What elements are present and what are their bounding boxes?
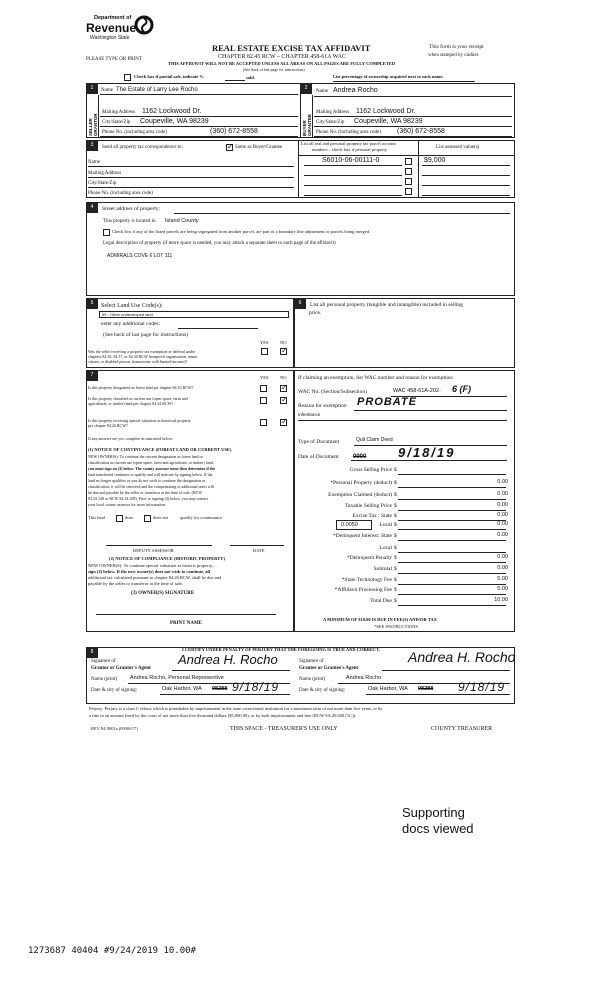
revenue-swirl-icon — [134, 14, 154, 36]
qualify-label: qualify for continuance. — [180, 515, 224, 520]
notice1-line: your local county assessor for more information. — [88, 502, 166, 507]
form-title: REAL ESTATE EXCISE TAX AFFIDAVIT — [212, 43, 371, 53]
tax-row-value[interactable]: 0.00 — [497, 491, 508, 497]
tax-row-prefix: $ — [394, 533, 397, 539]
tax-row-label: *Affidavit Processing Fee — [334, 587, 392, 593]
land-use-label: Select Land Use Code(s): — [101, 303, 163, 309]
personal-property-label-2: price. — [309, 310, 322, 316]
land-use-code: 99 - Other undeveloped land — [102, 312, 153, 317]
section-4-box — [86, 202, 515, 296]
tax-row-prefix: $ — [394, 522, 397, 528]
notice1-line: land no longer qualifies or you do not wish to continue the designation or — [88, 478, 206, 483]
tax-row-value[interactable]: 5.00 — [497, 586, 508, 592]
assessed-value[interactable]: $9,000 — [424, 157, 446, 164]
tax-row-prefix: $ — [394, 545, 397, 551]
section-8-tab: 8 — [86, 647, 98, 658]
recording-stamp: 1273687 40404 #9/24/2019 10.00# — [28, 946, 196, 956]
tax-row-value[interactable]: 0.00 — [497, 565, 508, 571]
grantee-sig-label-2: Grantee or Grantee's Agent — [299, 666, 359, 671]
tax-row-prefix: $ — [394, 577, 397, 583]
grantee-sig-label-1: Signature of — [299, 659, 324, 664]
tax-row-label: Gross Selling Price — [349, 467, 392, 473]
notice1-line: NEW OWNER(S): To continue the current designation as forest land or — [88, 454, 203, 459]
tax-row-value[interactable]: 5.00 — [497, 576, 508, 582]
section-7-tab: 7 — [86, 370, 98, 381]
tax-row-value[interactable]: 0.00 — [497, 479, 508, 485]
doc-type[interactable]: Quit Claim Deed — [356, 437, 393, 443]
s3-phone-label: Phone No. (including area code) — [88, 191, 153, 196]
tax-row-prefix: $ — [394, 467, 397, 473]
county[interactable]: Island County — [165, 218, 199, 224]
segregated-label: Check box if any of the listed parcels are being segregated from another parcel, are part of a boundary line adjustment or parcels being merged. — [112, 229, 371, 234]
forest-yes-checkbox[interactable] — [260, 385, 267, 392]
buyer-phone-label: Phone No. (including area code) — [316, 130, 381, 135]
current-use-yes-checkbox[interactable] — [260, 397, 267, 404]
tax-row-prefix: $ — [394, 598, 397, 604]
s5-see-back: (See back of last page for instructions) — [103, 332, 188, 338]
does-qualify-checkbox[interactable] — [116, 515, 123, 522]
grantor-sig-label-1: Signature of — [91, 659, 116, 664]
exempt-q-line3: citizen, or disabled person, homeowner with limited income)? — [88, 359, 188, 364]
doc-type-label: Type of Document — [298, 439, 340, 445]
seller-name[interactable]: The Estate of Larry Lee Rocho — [116, 87, 198, 93]
tax-row-label: *Delinquent Penalty — [346, 555, 392, 561]
tax-row-prefix: $ — [394, 480, 397, 486]
current-use-q-1: Is this property classified as current use (open space, farm and — [88, 396, 188, 401]
wac-handwritten[interactable]: 6 (F) — [452, 384, 471, 394]
buyer-city[interactable]: Coupeville, WA 98239 — [354, 118, 423, 125]
grantee-sign-date[interactable]: 9/18/19 — [458, 680, 506, 694]
grantee-signature[interactable]: Andrea H. Rocho — [408, 649, 516, 665]
please-type: PLEASE TYPE OR PRINT — [86, 57, 142, 62]
tax-row-label: *Delinquent Interest: State — [333, 533, 392, 539]
seller-addr-label: Mailing Address — [102, 110, 136, 115]
tax-row-label: Subtotal — [373, 566, 392, 572]
grantor-sign-date[interactable]: 9/18/19 — [232, 680, 280, 694]
notice1-line: be due and payable by the seller or transferor at the time of sale. (RCW — [88, 490, 203, 495]
grantee-date-label: Date & city of signing: — [299, 688, 346, 693]
notice2-line: additional tax calculated pursuant to chapter 84.26 RCW, shall be due and — [88, 575, 222, 580]
print-name-label: PRINT NAME — [170, 621, 202, 626]
tax-row-prefix: $ — [394, 513, 397, 519]
notice2-line: payable by the seller or transferor at the time of sale. — [88, 581, 183, 586]
tax-row-label: Local — [379, 522, 392, 528]
doc-date-label: Date of Document — [298, 454, 339, 460]
current-use-no-checkbox[interactable] — [280, 397, 287, 404]
grantor-date-label: Date & city of signing: — [91, 688, 138, 693]
historic-yes-checkbox[interactable] — [260, 419, 267, 426]
tax-row-label: Taxable Selling Price — [345, 503, 392, 509]
section-3-tab: 3 — [86, 140, 98, 151]
if-yes-note: If any answers are yes, complete as instructed below. — [88, 436, 173, 441]
s7-yes-header: YES — [260, 375, 269, 380]
wac-label: WAC No. (Section/Subsection) — [298, 389, 367, 395]
logo-dept-line2: Revenue — [86, 21, 137, 35]
buyer-addr-label: Mailing Address — [316, 110, 350, 115]
s3-city-label: City/State/Zip — [88, 181, 117, 186]
doc-date-struck: 0000 — [353, 454, 367, 460]
grantor-struck-code: 98288 — [212, 686, 228, 692]
tax-row-value[interactable]: 0.00 — [497, 532, 508, 538]
buyer-name[interactable]: Andrea Rocho — [333, 87, 378, 94]
s3-addr-label: Mailing Address — [88, 171, 122, 176]
notice-continuance-title: (1) NOTICE OF CONTINUANCE (FOREST LAND OR CURRENT USE) — [88, 447, 232, 452]
grantor-sig-label-2: Grantor or Grantor's Agent — [91, 666, 151, 671]
logo-dept-line3: Washington State — [90, 35, 130, 41]
tax-row-prefix: $ — [394, 587, 397, 593]
notice1-line: 84.33.140 or RCW 84.34.108). Prior to signing (3) below, you may contact — [88, 496, 209, 501]
seller-name-label: Name — [101, 88, 113, 93]
assessor-date-label: DATE — [253, 548, 265, 553]
seller-phone[interactable]: (360) 672-8558 — [210, 128, 258, 135]
form-warning: THIS AFFIDAVIT WILL NOT BE ACCEPTED UNLESS ALL AREAS ON ALL PAGES ARE FULLY COMPLETED — [168, 61, 396, 66]
land-use-code-select[interactable] — [99, 311, 289, 318]
grantee-city[interactable]: Oak Harbor, WA — [368, 686, 408, 692]
does-label: does — [125, 515, 134, 520]
partial-sale-checkbox[interactable] — [124, 74, 131, 81]
claiming-exemption-label: If claiming an exemption, list WAC number and reason for exemption: — [298, 375, 454, 381]
notice1-line: land transferred continues to qualify and will indicate by signing below. If the — [88, 472, 213, 477]
local-rate: 0.0050 — [341, 522, 358, 528]
this-land-label: This land — [88, 515, 105, 520]
perjury-line-2: a fine in an amount fixed by the court of not more than five thousand dollars ($5,000.00), or by both imprisonment and fine (RCW 9A.20.020 (1C)). — [89, 713, 357, 718]
buyer-city-label: City/State/Zip — [316, 120, 345, 125]
street-address-label: Street address of property: — [102, 206, 161, 212]
same-as-buyer-label: Same as Buyer/Grantee — [235, 145, 283, 150]
notice2-line: NEW OWNER(S): To continue special valuation as historic property, — [88, 563, 214, 568]
perjury-line-1: Perjury: Perjury is a class C felony which is punishable by imprisonment in the state correctional institution for a maximum term of not more than five years, or by — [89, 706, 383, 711]
same-as-buyer-checkbox[interactable] — [226, 144, 233, 151]
grantee-name-label: Name (print) — [299, 677, 325, 682]
parcel-2-personal-checkbox[interactable] — [405, 168, 412, 175]
see-back-note: (See back of last page for instructions) — [243, 67, 305, 72]
legal-description[interactable]: ADMIRALS COVE 6 LOT 111 — [107, 253, 173, 259]
treasurer-use-only: THIS SPACE - TREASURER'S USE ONLY — [230, 726, 338, 732]
exempt-q-line2: chapters 84.36, 84.37, or 84.38 RCW (nonprofit organization, senior — [88, 354, 198, 359]
tax-row-label: Local — [379, 545, 392, 551]
grantee-struck-code: 98288 — [418, 686, 434, 692]
section-1-tab: 1 — [86, 83, 98, 94]
form-chapter: CHAPTER 82.45 RCW – CHAPTER 458-61A WAC — [218, 54, 346, 60]
seller-phone-label: Phone No. (including area code) — [102, 130, 167, 135]
notice1-line: classification as current use (open space, farm and agriculture, or timber) land, — [88, 460, 214, 465]
reason-label: Reason for exemption — [298, 403, 347, 409]
s5-yes-header: YES — [260, 340, 269, 345]
section-6-box — [294, 298, 515, 368]
historic-no-checkbox[interactable] — [280, 419, 287, 426]
buyer-vertical-label: BUYER GRANTEE — [302, 113, 312, 136]
grantor-signature[interactable]: Andrea H. Rocho — [178, 652, 278, 667]
reason-handwritten[interactable]: PROBATE — [357, 396, 417, 408]
grantee-name[interactable]: Andrea Rocho — [346, 675, 382, 681]
tax-row-label: *Personal Property (deduct) — [330, 480, 392, 486]
tax-row-value[interactable]: 0.00 — [497, 521, 508, 527]
s5-no-header: NO — [280, 340, 287, 345]
s3-name-label: Name — [88, 160, 100, 165]
does-not-label: does not — [153, 515, 169, 520]
parcel-1-personal-checkbox[interactable] — [405, 158, 412, 165]
buyer-name-label: Name — [316, 89, 328, 94]
tax-row-label: *State Technology Fee — [341, 577, 392, 583]
section-5-tab: 5 — [86, 298, 98, 309]
forest-q: Is this property designated as forest land per chapter 84.33 RCW? — [88, 385, 194, 390]
tax-row-prefix: $ — [394, 492, 397, 498]
notice-compliance-title: (2) NOTICE OF COMPLIANCE (HISTORIC PROPERTY) — [109, 556, 225, 561]
legal-description-label: Legal description of property (if more space is needed, you may attach a separate sheet to each page of the affidavit) — [103, 241, 336, 246]
segregated-checkbox[interactable] — [103, 229, 110, 236]
tax-row-value[interactable]: 0.00 — [497, 554, 508, 560]
notice1-line: you must sign on (3) below. The county assessor must then determine if the — [88, 466, 216, 471]
notice1-line: classification, it will be removed and the compensating or additional taxes will — [88, 484, 214, 489]
reason-typed: Inheritance — [298, 412, 321, 417]
personal-property-label-1: List all personal property (tangible and intangible) included in selling — [310, 302, 463, 308]
owner-signature-label: (3) OWNER(S) SIGNATURE — [131, 591, 195, 596]
additional-codes-label: enter any additional codes: — [101, 321, 161, 327]
seller-city[interactable]: Coupeville, WA 98239 — [140, 118, 209, 125]
parcel-4-personal-checkbox[interactable] — [405, 188, 412, 195]
supporting-docs-line1: Supporting — [402, 805, 465, 820]
grantor-name-label: Name (print) — [91, 677, 117, 682]
tax-row-value[interactable]: 0.00 — [497, 502, 508, 508]
partial-sale-label: Check box if partial sale, indicate % — [134, 74, 204, 79]
parcel-header-2: numbers – check box if personal property — [312, 147, 387, 152]
exempt-no-checkbox[interactable] — [280, 348, 287, 355]
assessed-header: List assessed value(s) — [436, 145, 480, 150]
buyer-addr[interactable]: 1162 Lockwood Dr. — [356, 108, 416, 115]
sold-label: sold. — [246, 75, 255, 80]
current-use-q-2: agricultural, or timber) land per chapter 84.34 RCW? — [88, 401, 174, 406]
seller-vertical-label: SELLER GRANTOR — [88, 113, 98, 136]
seller-addr[interactable]: 1162 Lockwood Dr. — [142, 108, 202, 115]
doc-date-handwritten[interactable]: 9/18/19 — [398, 445, 456, 460]
grantor-city[interactable]: Oak Harbor, WA — [162, 686, 202, 692]
located-in-label: This property is located in — [103, 219, 156, 224]
supporting-docs-line2: docs viewed — [402, 821, 474, 836]
local-rate-box[interactable] — [336, 520, 372, 530]
section-2-tab: 2 — [300, 83, 312, 94]
tax-row-label: Total Due — [370, 598, 392, 604]
forest-no-checkbox[interactable] — [280, 385, 287, 392]
notice2-line: sign (3) below. If the new owner(s) does not wish to continue, all — [88, 569, 211, 574]
tax-row-prefix: $ — [394, 555, 397, 561]
deputy-assessor-label: DEPUTY ASSESSOR — [133, 548, 174, 553]
tax-row-value[interactable]: 0.00 — [497, 512, 508, 518]
parcel-header-1: List all real and personal property tax parcel account — [301, 141, 396, 146]
tax-row-label: Excise Tax : State — [352, 513, 392, 519]
seller-city-label: City/State/Zip — [102, 120, 131, 125]
send-correspondence-label: Send all property tax correspondence to: — [102, 145, 183, 150]
tax-row-value[interactable]: 10.00 — [494, 597, 508, 603]
logo-dept-line1: Department of — [94, 15, 132, 21]
see-instructions-note: *SEE INSTRUCTIONS — [374, 624, 418, 629]
receipt-line1: This form is your receipt — [429, 44, 484, 50]
exempt-q-line1: Was the seller receiving a property tax exemption or deferral under — [88, 349, 196, 354]
ownership-note: List percentage of ownership acquired next to each name. — [333, 74, 444, 79]
certify-statement: I CERTIFY UNDER PENALTY OF PERJURY THAT THE FOREGOING IS TRUE AND CORRECT. — [182, 647, 381, 652]
minimum-due-note: A MINIMUM OF $10.00 IS DUE IN FEE(S) AND/OR TAX — [323, 617, 437, 622]
historic-q-2: per chapter 84.26 RCW? — [88, 423, 128, 428]
form-revision: REV 84 0001a (09/06/17) — [91, 726, 138, 731]
county-treasurer-label: COUNTY TREASURER — [431, 726, 493, 732]
parcel-3-personal-checkbox[interactable] — [405, 178, 412, 185]
wac-number[interactable]: WAC 458-61A-202- — [393, 388, 441, 394]
section-6-tab: 6 — [294, 298, 306, 309]
revenue-logo — [86, 14, 166, 50]
grantor-name[interactable]: Andrea Rocho, Personal Representive — [130, 675, 224, 681]
buyer-phone[interactable]: (360) 672-8558 — [397, 128, 445, 135]
exempt-yes-checkbox[interactable] — [261, 348, 268, 355]
tax-row-label: Exemption Claimed (deduct) — [328, 492, 392, 498]
tax-row-prefix: $ — [394, 566, 397, 572]
tax-row-prefix: $ — [394, 503, 397, 509]
s7-no-header: NO — [280, 375, 287, 380]
receipt-line2: when stamped by cashier. — [428, 53, 480, 58]
section-4-tab: 4 — [86, 202, 98, 213]
parcel-number[interactable]: S6010-06-00111-0 — [322, 157, 380, 164]
historic-q-1: Is this property receiving special valuation as historical property — [88, 418, 191, 423]
does-not-qualify-checkbox[interactable] — [144, 515, 151, 522]
